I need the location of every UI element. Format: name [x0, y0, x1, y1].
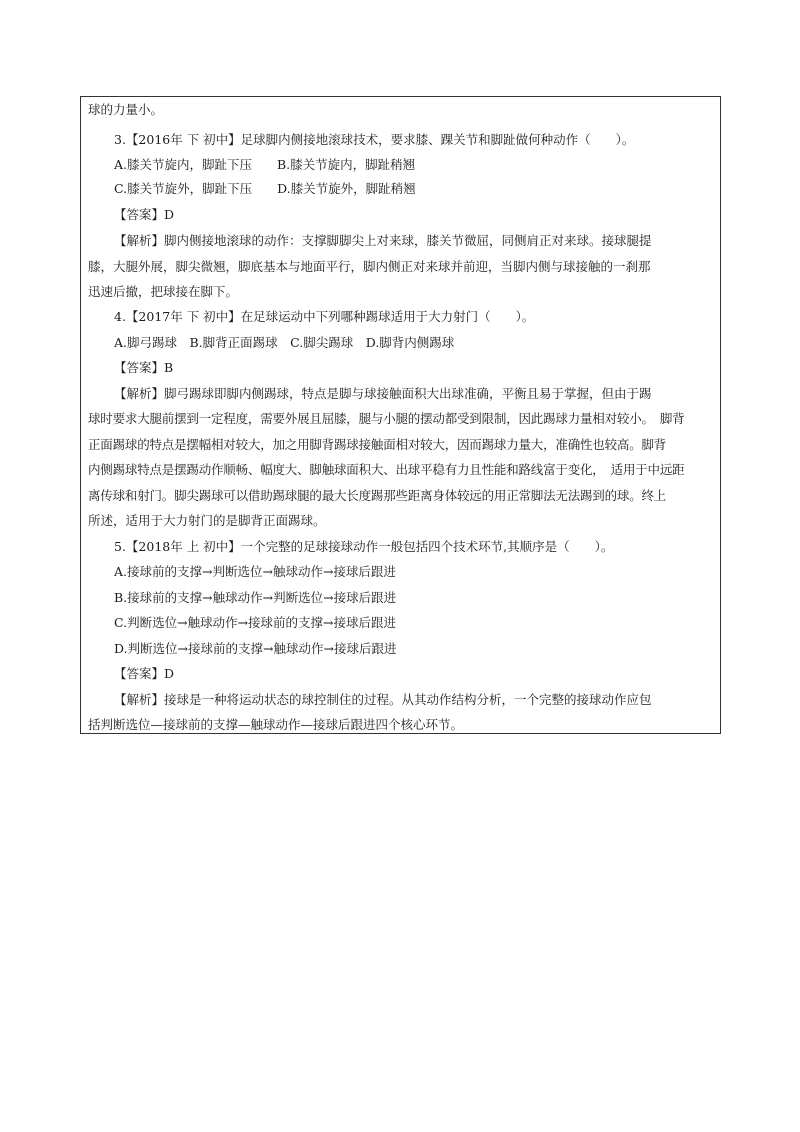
- question-3-options-ab: A.膝关节旋内，脚趾下压 B.膝关节旋内，脚趾稍翘: [114, 157, 416, 172]
- text-line: 球的力量小。: [88, 102, 164, 117]
- text-line: 括判断选位—接球前的支撑—触球动作—接球后跟进四个核心环节。: [88, 717, 464, 732]
- question-4-analysis: 【解析】脚弓踢球即脚内侧踢球，特点是脚与球接触面积大出球准确，平衡且易于掌握，但由于踢: [114, 386, 652, 401]
- question-3: 3.【2016年 下 初中】足球脚内侧接地滚球技术，要求膝、踝关节和脚趾做何种动作（ ）。: [114, 132, 635, 147]
- question-3-analysis: 【解析】脚内侧接地滚球的动作：支撑脚脚尖上对来球，膝关节微屈，同侧肩正对来球。接球腿提: [114, 233, 652, 248]
- question-4-options: A.脚弓踢球 B.脚背正面踢球 C.脚尖踢球 D.脚背内侧踢球: [114, 335, 455, 350]
- question-5-answer: 【答案】D: [114, 666, 175, 681]
- question-3-answer: 【答案】D: [114, 207, 175, 222]
- text-line: 正面踢球的特点是摆幅相对较大，加之用脚背踢球接触面相对较大，因而踢球力量大，准确性也较高。脚背: [88, 437, 667, 452]
- question-3-options-cd: C.膝关节旋外，脚趾下压 D.膝关节旋外，脚趾稍翘: [114, 181, 416, 196]
- question-5-option-a: A.接球前的支撑→判断选位→触球动作→接球后跟进: [114, 564, 396, 579]
- text-line: 内侧踢球特点是摆踢动作顺畅、幅度大、脚触球面积大、出球平稳有力且性能和路线富于变化， 适用于中远距: [88, 462, 685, 477]
- question-5-option-b: B.接球前的支撑→触球动作→判断选位→接球后跟进: [114, 590, 397, 605]
- question-4: 4.【2017年 下 初中】在足球运动中下列哪种踢球适用于大力射门（ ）。: [114, 309, 535, 324]
- question-5-option-c: C.判断选位→触球动作→接球前的支撑→接球后跟进: [114, 615, 397, 630]
- text-line: 球时要求大腿前摆到一定程度，需要外展且屈膝，腿与小腿的摆动都受到限制，因此踢球力量相对较小。 脚背: [88, 411, 685, 426]
- question-5-analysis: 【解析】接球是一种将运动状态的球控制住的过程。从其动作结构分析，一个完整的接球动作应包: [114, 692, 652, 707]
- text-line: 所述，适用于大力射门的是脚背正面踢球。: [88, 513, 326, 528]
- question-4-answer: 【答案】B: [114, 360, 174, 375]
- question-5-option-d: D.判断选位→接球前的支撑→触球动作→接球后跟进: [114, 641, 397, 656]
- question-5: 5.【2018年 上 初中】一个完整的足球接球动作一般包括四个技术环节,其顺序是（ ）。: [114, 539, 614, 554]
- text-line: 膝，大腿外展，脚尖微翘，脚底基本与地面平行，脚内侧正对来球并前迎，当脚内侧与球接触的一刹那: [88, 259, 651, 274]
- text-line: 迅速后撤，把球接在脚下。: [88, 284, 239, 299]
- text-line: 离传球和射门。脚尖踢球可以借助踢球腿的最大长度踢那些距离身体较远的用正常脚法无法踢到的球。终上: [88, 488, 667, 503]
